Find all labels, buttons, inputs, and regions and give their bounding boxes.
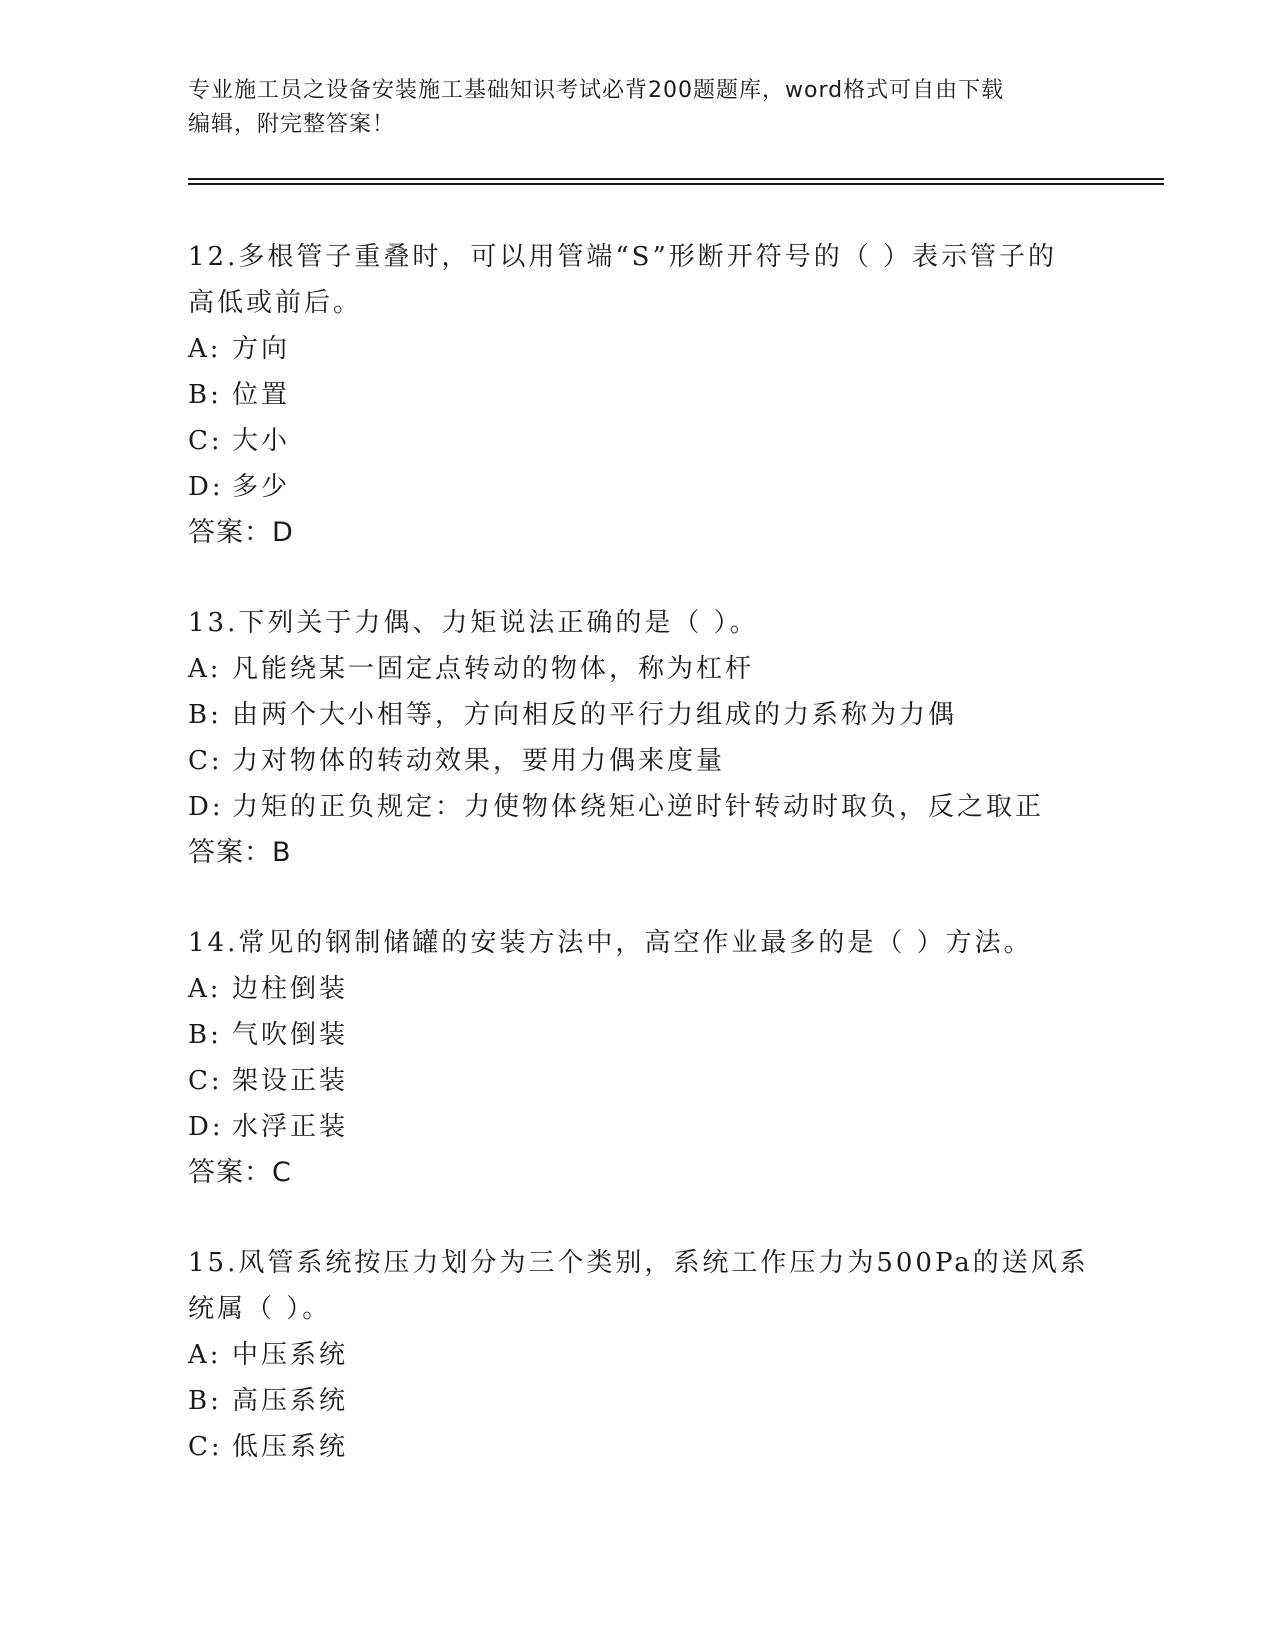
option-key: C: <box>188 1432 223 1462</box>
option-key: A: <box>188 654 222 684</box>
answer-option <box>188 784 1088 830</box>
option-key: D: <box>188 1112 224 1142</box>
question-block <box>188 1240 1088 1470</box>
option-key: C: <box>188 426 223 456</box>
option-key: B: <box>188 1020 222 1050</box>
option-text: 凡能绕某一固定点转动的物体，称为杠杆 <box>232 654 755 684</box>
option-key: A: <box>188 1340 222 1370</box>
question-stem-line: 14.常见的钢制储罐的安装方法中，高空作业最多的是（ ）方法。 <box>188 928 1033 958</box>
question-list <box>188 234 1088 1514</box>
question-block <box>188 920 1088 1196</box>
option-key: C: <box>188 1066 223 1096</box>
answer-option <box>188 464 1088 510</box>
answer-line: 答案：B <box>188 837 292 868</box>
option-text: 高压系统 <box>232 1386 349 1416</box>
question-stem-line: 统属（ ）。 <box>188 1294 332 1324</box>
option-key: A: <box>188 334 222 364</box>
option-key: D: <box>188 472 224 502</box>
option-text: 大小 <box>232 426 291 456</box>
question-stem-line: 12.多根管子重叠时，可以用管端“S”形断开符号的（ ）表示管子的 <box>188 242 1058 272</box>
answer-option <box>188 326 1088 372</box>
document-header <box>188 74 1068 142</box>
option-text: 位置 <box>232 380 291 410</box>
answer-option <box>188 1058 1088 1104</box>
answer-option <box>188 646 1088 692</box>
answer-option <box>188 1012 1088 1058</box>
question-block <box>188 600 1088 876</box>
option-key: C: <box>188 746 223 776</box>
header-divider-bottom <box>188 183 1164 185</box>
answer-option <box>188 966 1088 1012</box>
option-text: 力矩的正负规定：力使物体绕矩心逆时针转动时取负，反之取正 <box>232 792 1045 822</box>
answer-option <box>188 1424 1088 1470</box>
option-text: 架设正装 <box>232 1066 349 1096</box>
option-text: 多少 <box>232 472 291 502</box>
option-key: A: <box>188 974 222 1004</box>
header-divider-top <box>188 178 1164 180</box>
answer-option <box>188 1332 1088 1378</box>
option-text: 中压系统 <box>232 1340 349 1370</box>
option-key: B: <box>188 380 222 410</box>
header-line-1: 专业施工员之设备安装施工基础知识考试必背200题题库，word格式可自由下载 <box>188 78 1005 103</box>
option-key: B: <box>188 1386 222 1416</box>
option-key: D: <box>188 792 224 822</box>
option-text: 低压系统 <box>232 1432 349 1462</box>
option-text: 由两个大小相等，方向相反的平行力组成的力系称为力偶 <box>232 700 958 730</box>
answer-option <box>188 372 1088 418</box>
question-block <box>188 234 1088 556</box>
answer-option <box>188 418 1088 464</box>
question-stem-line: 13.下列关于力偶、力矩说法正确的是（ ）。 <box>188 608 759 638</box>
option-text: 气吹倒装 <box>232 1020 349 1050</box>
option-key: B: <box>188 700 222 730</box>
answer-option <box>188 1104 1088 1150</box>
option-text: 方向 <box>232 334 291 364</box>
header-line-2: 编辑，附完整答案！ <box>188 112 396 137</box>
option-text: 水浮正装 <box>232 1112 349 1142</box>
option-text: 边柱倒装 <box>232 974 349 1004</box>
question-stem-line: 高低或前后。 <box>188 288 363 318</box>
answer-option <box>188 692 1088 738</box>
question-stem-line: 15.风管系统按压力划分为三个类别，系统工作压力为500Pa的送风系 <box>188 1248 1089 1278</box>
answer-option <box>188 738 1088 784</box>
option-text: 力对物体的转动效果，要用力偶来度量 <box>232 746 726 776</box>
answer-option <box>188 1378 1088 1424</box>
answer-line: 答案：C <box>188 1157 292 1188</box>
answer-line: 答案：D <box>188 517 294 548</box>
